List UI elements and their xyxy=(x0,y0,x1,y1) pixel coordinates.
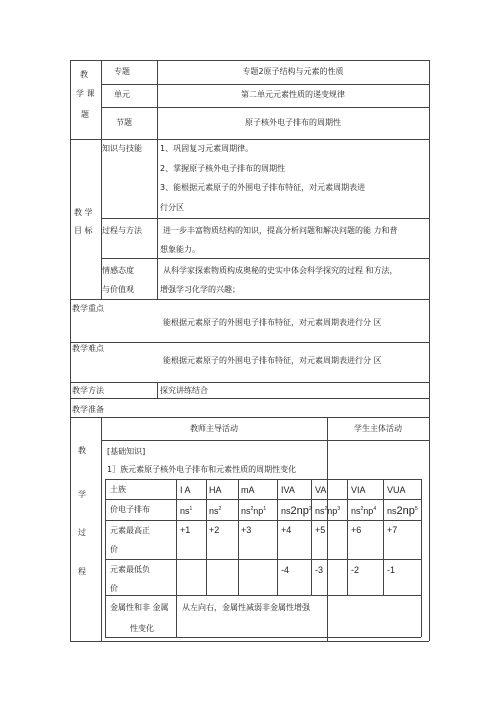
row-label-unit: 单元 xyxy=(114,90,130,99)
process-side-label: 程 xyxy=(78,567,86,576)
side-label: 题 xyxy=(81,110,89,119)
group-header: VA xyxy=(315,485,327,495)
group-header: IVA xyxy=(281,485,295,495)
config-cell: $ns^2np^4$ xyxy=(351,506,377,516)
group-header: mA xyxy=(241,485,255,495)
method-value: 探究讲练结合 xyxy=(160,386,208,395)
config-cell: $ns^1$ xyxy=(180,506,193,516)
min-cell: -4 xyxy=(281,565,290,575)
side-label: 学 课 xyxy=(76,89,95,98)
max-cell: +1 xyxy=(180,525,191,535)
emotion-line: 增强学习化学的兴趣； xyxy=(160,285,240,294)
max-label: 价 xyxy=(110,545,118,554)
row-label-topic: 专题 xyxy=(114,67,130,76)
config-cell: $ns^2np^1$ xyxy=(241,506,267,516)
process-line: 想象能力。 xyxy=(160,245,200,254)
config-cell: $ns^2np^3$ xyxy=(315,506,341,516)
group-header: I A xyxy=(180,485,191,495)
student-header: 学生主体活动 xyxy=(354,424,402,433)
method-label: 教学方法 xyxy=(72,386,104,395)
process-side-label: 学 xyxy=(78,490,86,499)
group-header: VUA xyxy=(387,485,406,495)
max-label: 元素最高正 xyxy=(110,526,150,535)
difficulty-value: 能根据元素原子的外围电子排布特征，对元素周期表进行分 区 xyxy=(163,356,382,365)
config-cell: $ns2np^2$ xyxy=(281,505,312,517)
metal-value: 从左向右，金属性减弱非金属性增强 xyxy=(182,603,310,612)
process-line: 进一步丰富物质结构的知识，提高分析问题和解决问题的能 力和普 xyxy=(163,226,398,235)
config-cell: $ns^2$ xyxy=(209,506,222,516)
metal-label: 金属性和非 金属 xyxy=(110,603,169,612)
row-value-unit: 第二单元元素性质的递变规律 xyxy=(241,90,345,99)
goals-side-label: 目 标 xyxy=(74,226,93,235)
knowledge-item: 2、掌握原子核外电子排布的周期性 xyxy=(160,164,286,173)
min-cell: -1 xyxy=(387,565,396,575)
config-cell: $ns2np^5$ xyxy=(387,505,418,517)
max-cell: +3 xyxy=(241,525,252,535)
knowledge-label: 知识与技能 xyxy=(102,144,142,153)
group-header: VIA xyxy=(351,485,366,495)
min-label: 元素最低负 xyxy=(110,565,150,574)
process-label: 过程与方法 xyxy=(102,226,142,235)
process-side-label: 过 xyxy=(78,528,86,537)
config-label: 价电子排布 xyxy=(110,505,150,514)
max-cell: +5 xyxy=(315,525,326,535)
min-label: 价 xyxy=(110,584,118,593)
metal-label: 性变化 xyxy=(130,624,154,633)
max-cell: +7 xyxy=(387,525,398,535)
col-header: 土族 xyxy=(110,485,126,494)
teacher-header: 教师主导活动 xyxy=(190,424,238,433)
max-cell: +4 xyxy=(281,525,292,535)
focus-label: 教学重点 xyxy=(72,304,104,313)
basic-knowledge: [基础知识] xyxy=(107,447,146,456)
knowledge-item: 1、巩固复习元素周期律。 xyxy=(160,144,254,153)
row-value-topic: 专题2原子结构与元素的性质 xyxy=(242,67,344,76)
row-label-section: 节题 xyxy=(116,118,132,127)
process-side-label: 教 xyxy=(78,446,86,455)
emotion-label: 情感态度 xyxy=(102,266,134,275)
min-cell: -2 xyxy=(351,565,360,575)
max-cell: +6 xyxy=(351,525,362,535)
max-cell: +2 xyxy=(209,525,220,535)
prep-label: 教学准备 xyxy=(72,405,104,414)
knowledge-item: 3、能根据元素原子的外围电子排布特征，对元素周期表进 xyxy=(160,183,366,192)
goals-side-label: 教 学 xyxy=(74,208,93,217)
emotion-label: 与价值观 xyxy=(102,285,134,294)
knowledge-item: 行分区 xyxy=(160,203,184,212)
focus-value: 能根据元素原子的外围电子排布特征，对元素周期表进行分 区 xyxy=(163,318,382,327)
min-cell: -3 xyxy=(315,565,324,575)
emotion-line: 从科学家探索物质构成奥秘的史实中体会科学探究的过程 和方法， xyxy=(163,266,398,275)
row-value-section: 原子核外电子排布的周期性 xyxy=(245,118,341,127)
group-header: HA xyxy=(209,485,222,495)
side-label: 教 xyxy=(80,70,88,79)
difficulty-label: 教学难点 xyxy=(72,344,104,353)
section-title: 1］族元素原子核外电子排布和元素性质的周期性变化 xyxy=(107,465,297,474)
